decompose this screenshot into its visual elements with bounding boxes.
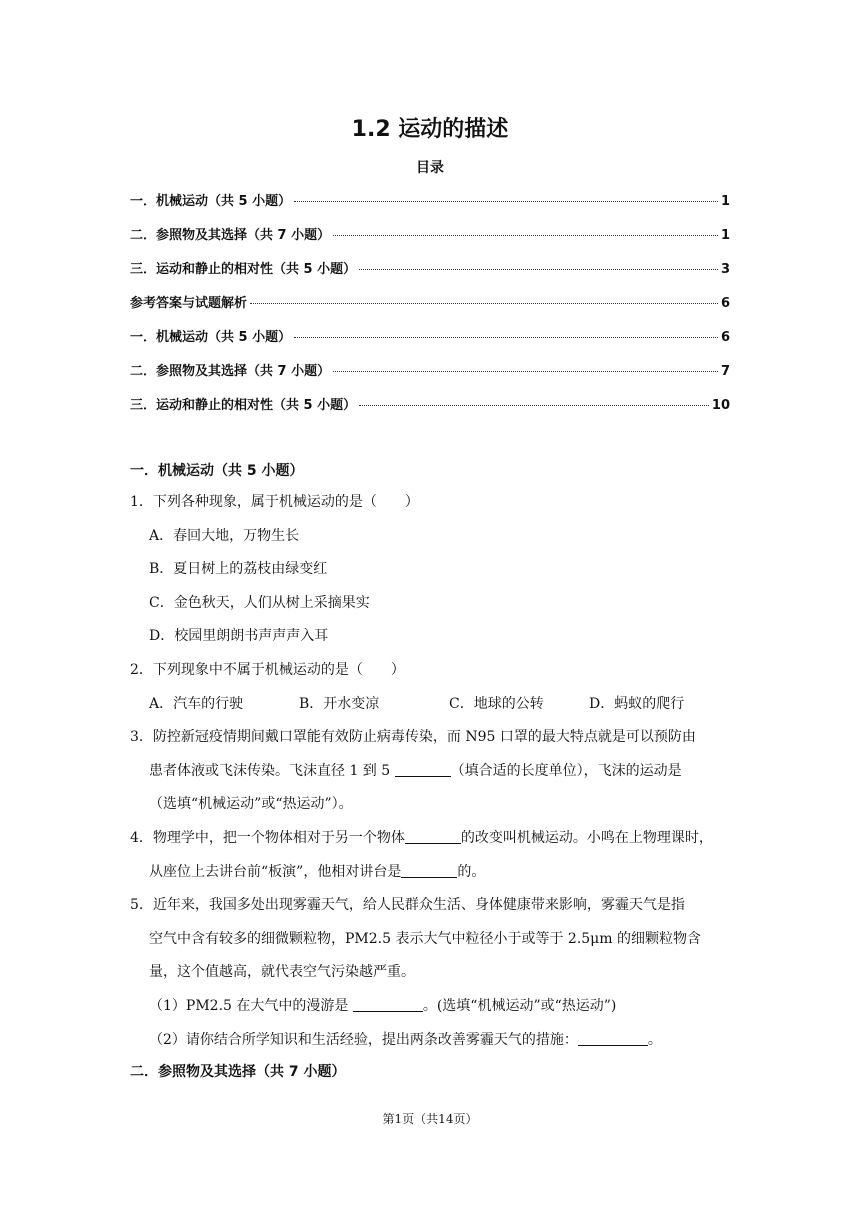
- question-3: [130, 721, 730, 822]
- option-d: D．校园里朗朗书声声声入耳: [149, 628, 329, 645]
- question-text: 量，这个值越高，就代表空气污染越严重。: [149, 964, 415, 981]
- question-content: [130, 456, 730, 1087]
- toc-entry-label: 一．机械运动（共 5 小题）: [130, 330, 292, 345]
- toc-entry-label: 一．机械运动（共 5 小题）: [130, 194, 292, 209]
- option-c: C．地球的公转: [449, 695, 544, 712]
- toc-leader-dots: [294, 201, 718, 202]
- toc-heading: 目录: [416, 160, 444, 176]
- toc-entry-page: 7: [720, 364, 730, 379]
- question-text: 空气中含有较多的细微颗粒物，PM2.5 表示大气中粒径小于或等于 2.5μm 的细颗粒物含: [149, 930, 702, 947]
- table-of-contents: [130, 190, 730, 428]
- toc-entry-page: 1: [720, 194, 730, 209]
- answer-blank[interactable]: [353, 993, 423, 1012]
- question-text: 的。: [457, 863, 486, 880]
- toc-entry-label: 二．参照物及其选择（共 7 小题）: [130, 228, 331, 243]
- section-heading: 一．机械运动（共 5 小题）: [130, 463, 304, 479]
- answer-blank[interactable]: [395, 758, 451, 777]
- option-a: A．汽车的行驶: [149, 695, 244, 712]
- question-text: 患者体液或飞沫传染。飞沫直径 1 到 5: [149, 762, 395, 779]
- toc-entry-page: 6: [720, 330, 730, 345]
- option-b: B．开水变凉: [299, 695, 380, 712]
- toc-entry[interactable]: [130, 190, 730, 224]
- question-text: 5．近年来，我国多处出现雾霾天气，给人民群众生活、身体健康带来影响，雾霾天气是指: [130, 897, 685, 914]
- question-stem: 1．下列各种现象，属于机械运动的是（ ）: [130, 494, 419, 510]
- sub-question-text: （2）请你结合所学知识和生活经验，提出两条改善雾霾天气的措施：: [149, 1031, 578, 1048]
- sub-question-text: 。(选填“机械运动”或“热运动”): [422, 997, 617, 1014]
- toc-entry-page: 6: [720, 296, 730, 311]
- option-d: D．蚂蚁的爬行: [589, 695, 685, 712]
- question-stem: 2．下列现象中不属于机械运动的是（ ）: [130, 661, 405, 678]
- question-1: [130, 486, 730, 654]
- question-text: 的改变叫机械运动。小鸣在上物理课时，: [460, 829, 713, 846]
- toc-leader-dots: [359, 405, 709, 406]
- question-text: （填合适的长度单位），飞沫的运动是: [450, 762, 682, 779]
- toc-entry[interactable]: [130, 326, 730, 360]
- option-c: C．金色秋天，人们从树上采摘果实: [149, 594, 370, 611]
- option-b: B．夏日树上的荔枝由绿变红: [149, 561, 328, 578]
- toc-leader-dots: [333, 235, 718, 236]
- toc-entry-page: 1: [720, 228, 730, 243]
- option-a: A．春回大地，万物生长: [149, 527, 300, 544]
- question-text: （选填“机械运动”或“热运动”）。: [149, 796, 353, 813]
- question-text: 从座位上去讲台前“板演”，他相对讲台是: [149, 863, 402, 880]
- question-5: [130, 889, 730, 1057]
- section-heading: 二．参照物及其选择（共 7 小题）: [130, 1064, 346, 1081]
- toc-entry[interactable]: [130, 292, 730, 326]
- toc-entry-page: 10: [711, 398, 730, 413]
- toc-entry-label: 三．运动和静止的相对性（共 5 小题）: [130, 262, 357, 277]
- answer-blank[interactable]: [401, 859, 457, 878]
- toc-entry[interactable]: [130, 394, 730, 428]
- toc-leader-dots: [359, 269, 718, 270]
- toc-entry-label: 三．运动和静止的相对性（共 5 小题）: [130, 398, 357, 413]
- answer-blank[interactable]: [405, 825, 461, 844]
- question-2: [130, 654, 730, 721]
- toc-entry[interactable]: [130, 360, 730, 394]
- toc-entry-page: 3: [720, 262, 730, 277]
- options-row: [130, 688, 730, 722]
- toc-entry[interactable]: [130, 224, 730, 258]
- page-footer: 第1页（共14页）: [382, 1112, 478, 1126]
- question-text: 4．物理学中，把一个物体相对于另一个物体: [130, 829, 405, 846]
- toc-entry[interactable]: [130, 258, 730, 292]
- toc-leader-dots: [333, 371, 718, 372]
- toc-leader-dots: [294, 337, 718, 338]
- sub-question-text: （1）PM2.5 在大气中的漫游是: [149, 997, 353, 1014]
- question-4: [130, 822, 730, 889]
- page-title: 1.2 运动的描述: [351, 117, 509, 142]
- toc-leader-dots: [250, 303, 718, 304]
- sub-question-text: 。: [647, 1031, 662, 1048]
- toc-entry-label: 参考答案与试题解析: [130, 296, 248, 311]
- question-text: 3．防控新冠疫情期间戴口罩能有效防止病毒传染，而 N95 口罩的最大特点就是可以预防由: [130, 729, 696, 746]
- toc-entry-label: 二．参照物及其选择（共 7 小题）: [130, 364, 331, 379]
- answer-blank[interactable]: [578, 1027, 648, 1046]
